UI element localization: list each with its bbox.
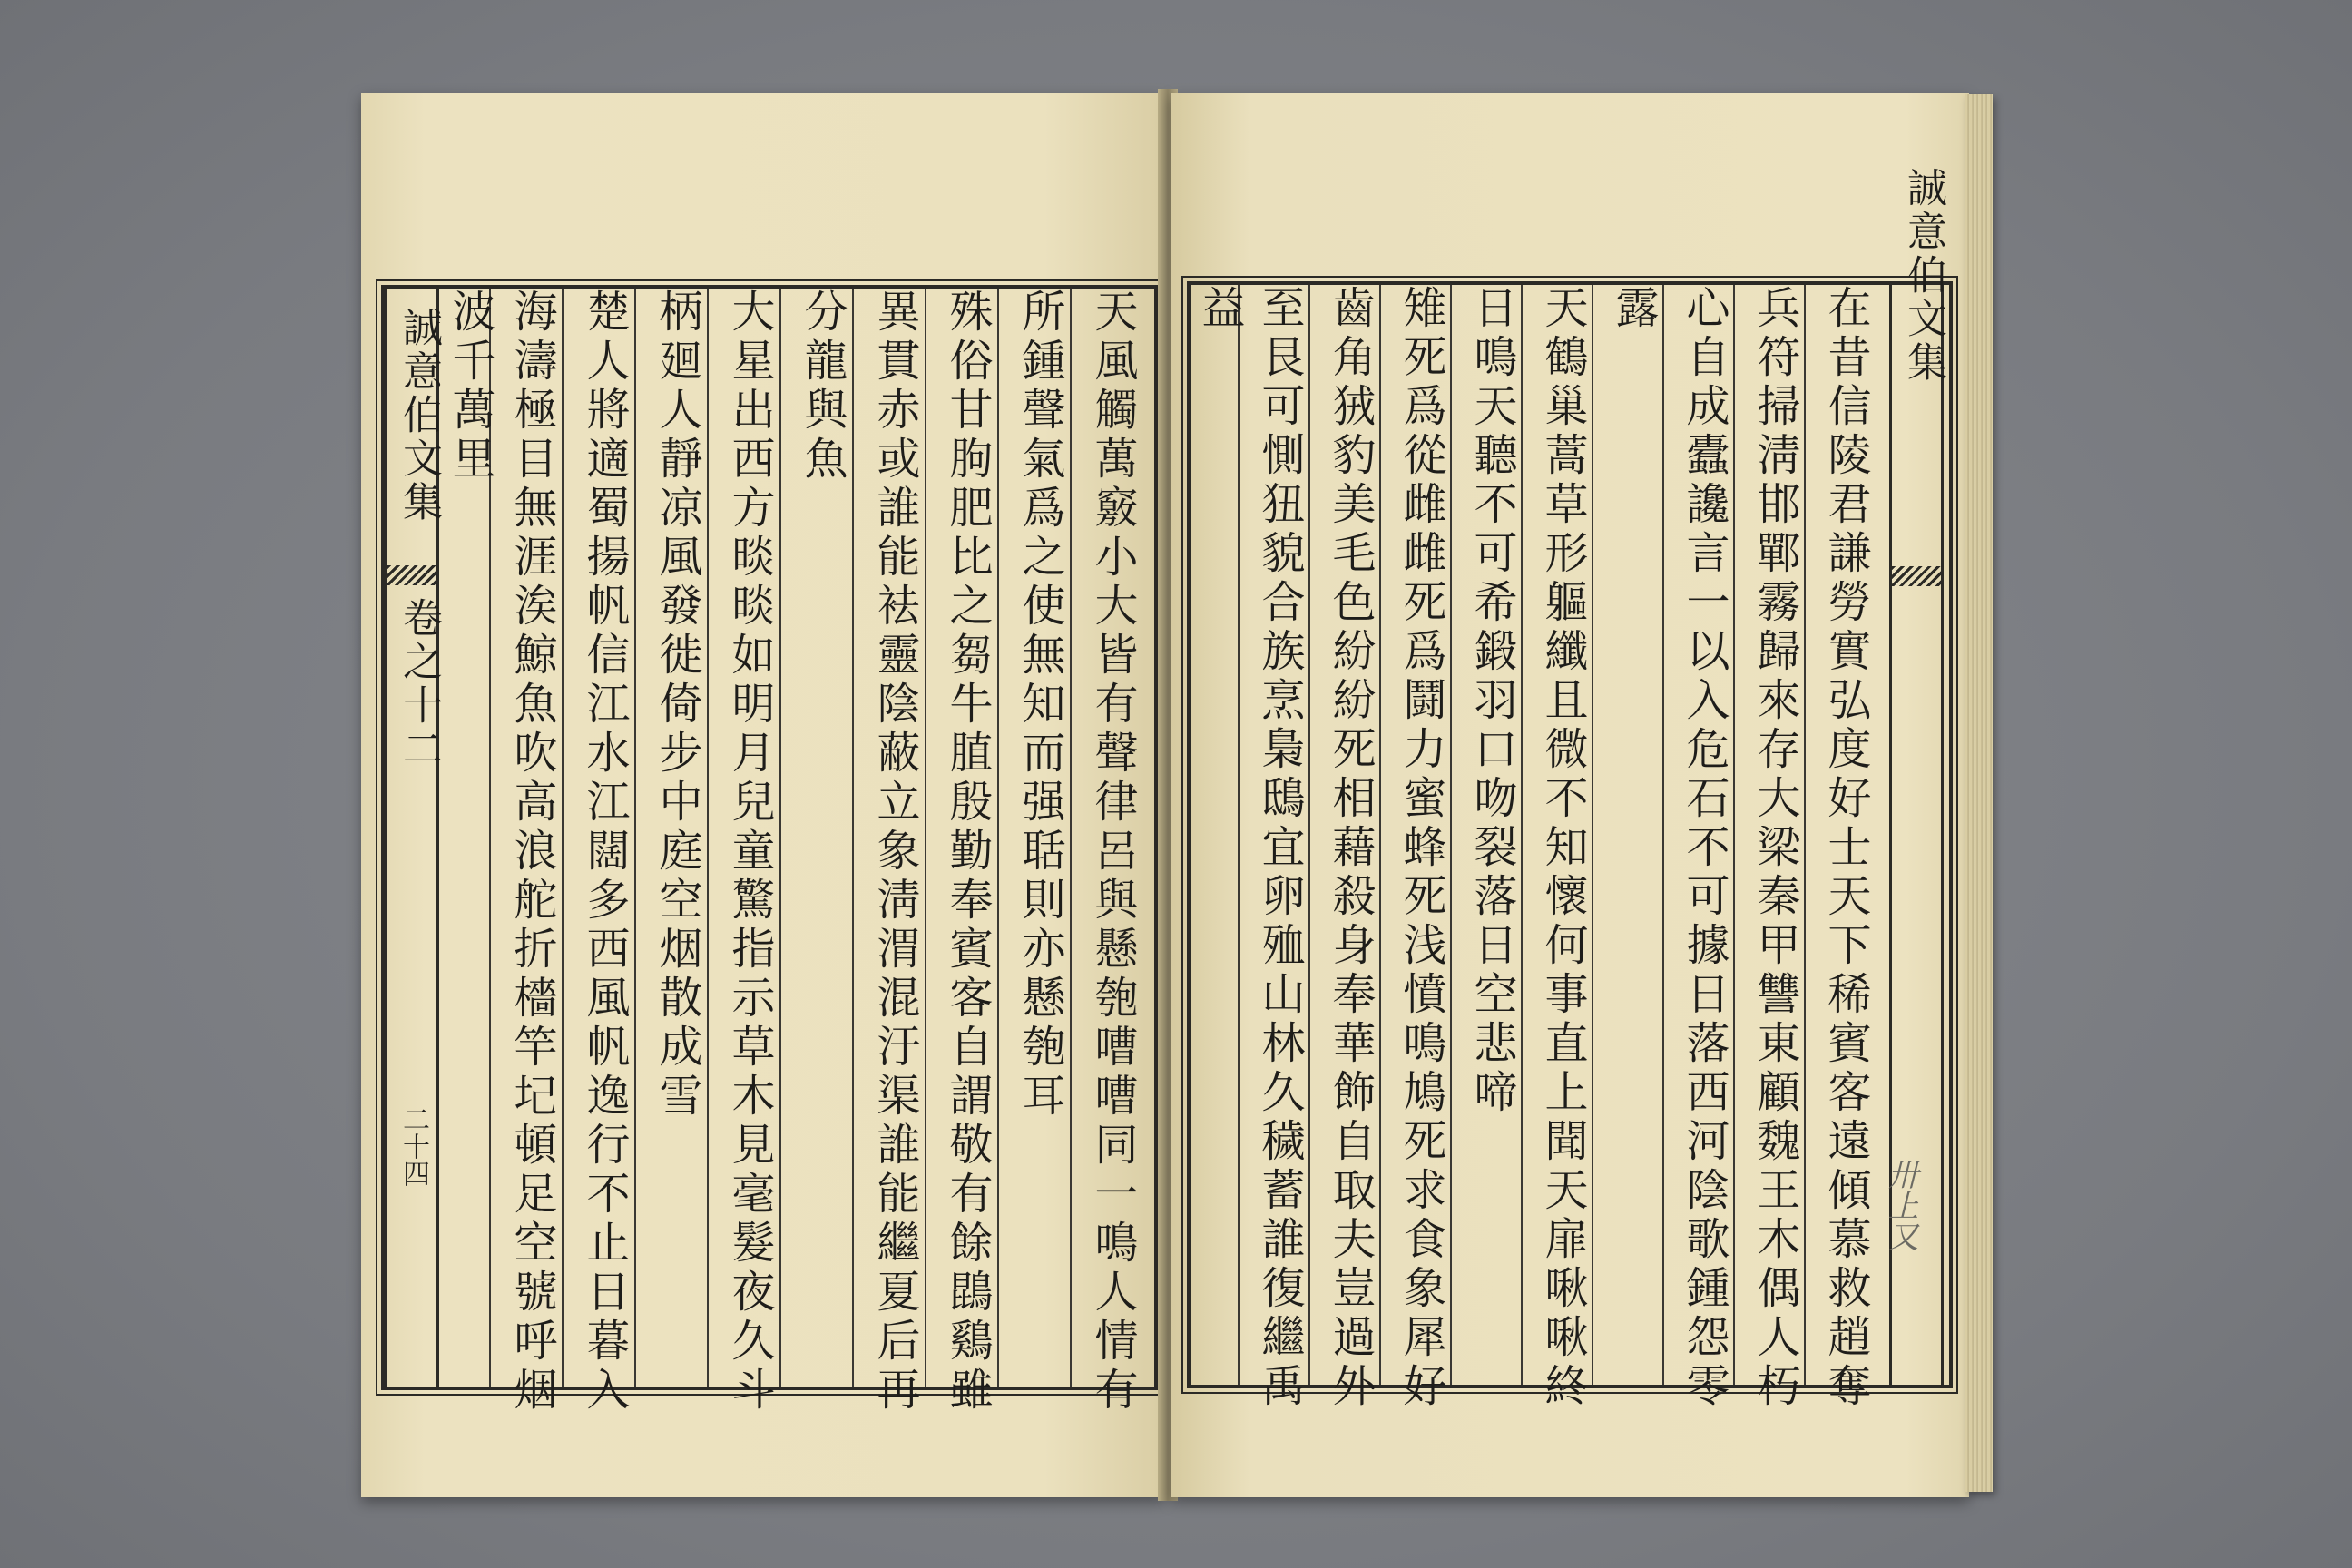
- column-rule: [1238, 285, 1240, 1385]
- column-rule: [1379, 285, 1381, 1385]
- right-col-5: 天鶴巢蒿草形軀纖且微不知懷何事直上聞天扉啾啾終: [1537, 285, 1588, 1412]
- right-col-3: 心自成蠹讒言一以入危石不可據日落西河陰歌鍾怨零: [1679, 285, 1730, 1412]
- right-col-7: 雉死爲從雌雌死爲鬪力蜜蜂死浅憤鳴鳩死求食象犀好: [1396, 285, 1446, 1412]
- column-rule: [779, 289, 781, 1387]
- left-col-7: 柄廻人靜凉風發徙倚步中庭空烟散成雪: [652, 289, 702, 1122]
- left-col-6: 大星出西方晱晱如明月兒童驚指示草木見毫髮夜久斗: [724, 289, 775, 1416]
- column-rule: [1521, 285, 1523, 1385]
- left-col-8: 楚人將適蜀揚帆信江水江闊多西風帆逸行不止日暮入: [579, 289, 630, 1416]
- left-col-10: 波千萬里: [445, 289, 495, 485]
- left-col-9: 海濤極目無涯涘鯨魚吹高浪舵折檣竿圮頓足空號呼烟: [506, 289, 557, 1416]
- right-col-9: 至艮可惻狃貌合族烹梟鴟宜卵殈山林久穢蓄誰復繼禹: [1254, 285, 1305, 1412]
- column-rule: [997, 289, 999, 1387]
- open-book: [354, 83, 2009, 1506]
- column-rule: [562, 289, 564, 1387]
- right-col-10: 益: [1194, 285, 1245, 334]
- fishtail-marker: [1892, 566, 1941, 586]
- right-page-border-frame: [1187, 167, 1953, 1412]
- left-page-border-frame: [381, 285, 1158, 1416]
- left-col-3: 殊俗甘朐肥比之芻牛䐈殷勤奉賓客自謂敬有餘鵾鷄雖: [942, 289, 993, 1416]
- right-page: [1171, 93, 1969, 1497]
- column-rule: [1450, 285, 1452, 1385]
- right-col-4: 露: [1608, 285, 1659, 334]
- right-book-title: 誠意伯文集: [1900, 167, 1946, 385]
- column-rule: [1804, 285, 1806, 1385]
- left-book-title: 誠意伯文集: [396, 307, 442, 524]
- left-col-2: 所鍾聲氣爲之使無知而强聒則亦懸匏耳: [1014, 289, 1065, 1122]
- column-rule: [1070, 289, 1072, 1387]
- right-col-6: 日鳴天聽不可希鍛羽口吻裂落日空悲啼: [1466, 285, 1517, 1118]
- left-col-4: 異貫赤或誰能袪靈陰蔽立象淸渭混汙渠誰能繼夏后再: [869, 289, 920, 1416]
- right-col-8: 齒角狨豹美毛色紛紛死相藉殺身奉華飾自取夫豈過外: [1325, 285, 1376, 1412]
- column-rule: [707, 289, 709, 1387]
- volume-label: 卷之十二: [396, 597, 442, 771]
- left-col-1: 天風觸萬竅小大皆有聲律呂與懸匏嘈嘈同一鳴人情有: [1087, 289, 1138, 1416]
- column-rule: [1592, 285, 1593, 1385]
- column-rule: [1733, 285, 1735, 1385]
- right-col-2: 兵符掃淸邯鄲霧歸來存大梁秦甲讐東顧魏王木偶人朽: [1749, 285, 1800, 1412]
- right-col-1: 在昔信陵君謙勞實弘度好士天下稀賓客遠傾慕救趙奪: [1820, 285, 1871, 1412]
- left-col-5: 分龍與魚: [797, 289, 848, 485]
- folio-number: 二十四: [397, 1105, 429, 1187]
- column-rule: [852, 289, 854, 1387]
- handwritten-margin-note: 卅上又: [1882, 1159, 1918, 1251]
- column-rule: [1662, 285, 1664, 1385]
- column-rule: [925, 289, 926, 1387]
- column-rule: [634, 289, 636, 1387]
- left-page: [361, 93, 1165, 1497]
- page-stack-edge: [1965, 94, 1993, 1492]
- left-page-center-column: [385, 289, 442, 1387]
- fishtail-marker: [387, 565, 436, 585]
- column-rule: [1308, 285, 1310, 1385]
